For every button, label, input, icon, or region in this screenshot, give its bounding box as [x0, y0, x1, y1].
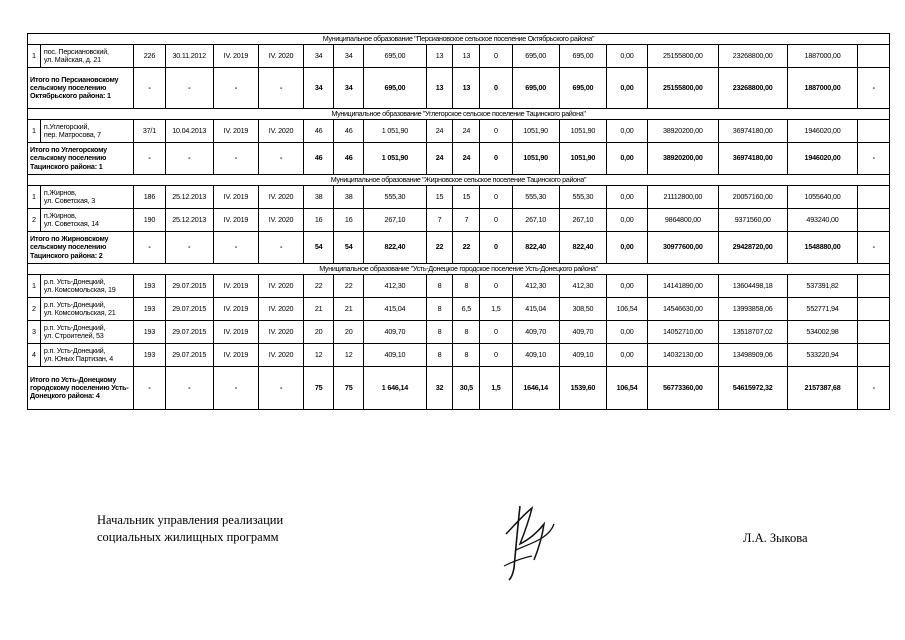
row-number: 1	[28, 120, 41, 143]
total-cell: -	[213, 68, 258, 109]
table-cell: 695,00	[559, 45, 606, 68]
table-cell: 14032130,00	[647, 344, 718, 367]
total-cell: 1548880,00	[787, 232, 858, 264]
table-cell: 193	[134, 344, 165, 367]
table-cell: 12	[304, 344, 334, 367]
table-cell: 14546630,00	[647, 298, 718, 321]
section-total-row	[28, 232, 890, 264]
section-header-row	[28, 109, 890, 120]
table-cell: 37/1	[134, 120, 165, 143]
table-cell: 409,70	[559, 321, 606, 344]
table-cell: 14052710,00	[647, 321, 718, 344]
table-cell: 30.11.2012	[165, 45, 213, 68]
section-header-row	[28, 264, 890, 275]
total-cell: 0	[480, 143, 512, 175]
table-cell: 36974180,00	[718, 120, 787, 143]
row-number: 3	[28, 321, 41, 344]
address-line1: п.Жирнов,	[43, 210, 77, 220]
table-cell: 46	[334, 120, 364, 143]
table-cell: IV. 2019	[213, 321, 258, 344]
table-cell: 6,5	[453, 298, 480, 321]
total-cell: 34	[304, 68, 334, 109]
table-cell: IV. 2020	[258, 186, 303, 209]
total-cell: 13	[426, 68, 453, 109]
table-cell: 1051,90	[559, 120, 606, 143]
table-cell: 8	[453, 344, 480, 367]
section-title: Муниципальное образование "Персиановское сельское поселение Октябрьского района"	[28, 34, 890, 45]
table-cell: 20	[334, 321, 364, 344]
table-cell: 21	[334, 298, 364, 321]
total-cell: 56773360,00	[647, 367, 718, 410]
total-cell: 29428720,00	[718, 232, 787, 264]
address-line2: ул. Майская, д. 21	[43, 55, 101, 64]
table-cell: 0	[480, 186, 512, 209]
table-cell: 0	[480, 120, 512, 143]
table-cell: 20057160,00	[718, 186, 787, 209]
table-cell: 0	[480, 344, 512, 367]
table-cell: 24	[426, 120, 453, 143]
total-cell: -	[213, 367, 258, 410]
table-cell: 13	[426, 45, 453, 68]
table-cell: 415,04	[364, 298, 426, 321]
total-cell: 0	[480, 232, 512, 264]
table-cell: 0	[480, 209, 512, 232]
table-cell: IV. 2020	[258, 275, 303, 298]
table-cell: IV. 2020	[258, 120, 303, 143]
address-line1: пос. Персиановский,	[43, 46, 109, 56]
table-cell: 21	[304, 298, 334, 321]
table-cell: 12	[334, 344, 364, 367]
section-total-row	[28, 143, 890, 175]
total-cell: 32	[426, 367, 453, 410]
section-total-row	[28, 68, 890, 109]
table-cell: 412,30	[364, 275, 426, 298]
table-cell: 7	[453, 209, 480, 232]
table-cell: 193	[134, 275, 165, 298]
total-cell: -	[213, 232, 258, 264]
row-number: 1	[28, 45, 41, 68]
row-number: 2	[28, 298, 41, 321]
total-cell: 1051,90	[512, 143, 559, 175]
total-cell: 24	[426, 143, 453, 175]
address-cell	[40, 321, 133, 344]
total-cell: 2157387,68	[787, 367, 858, 410]
table-cell: 8	[426, 298, 453, 321]
table-cell: 106,54	[607, 298, 648, 321]
address-line1: р.п. Усть-Донецкий,	[43, 345, 106, 355]
section-header-row	[28, 34, 890, 45]
handwritten-signature	[498, 494, 560, 586]
table-cell: IV. 2019	[213, 209, 258, 232]
row-number: 4	[28, 344, 41, 367]
total-label: Итого по Углегорскому сельскому поселению Тацинского района: 1	[28, 143, 134, 175]
address-line1: р.п. Усть-Донецкий,	[43, 276, 106, 286]
total-cell: -	[134, 367, 165, 410]
total-cell: -	[258, 232, 303, 264]
total-label: Итого по Жирновскому сельскому поселению Тацинского района: 2	[28, 232, 134, 264]
address-cell	[40, 275, 133, 298]
table-cell: 9371560,00	[718, 209, 787, 232]
total-label: Итого по Усть-Донецкому городскому поселению Усть-Донецкого района: 4	[28, 367, 134, 410]
table-row	[28, 45, 890, 68]
total-cell: 22	[426, 232, 453, 264]
signatory-name: Л.А. Зыкова	[743, 531, 808, 545]
table-cell: 29.07.2015	[165, 321, 213, 344]
table-cell: 29.07.2015	[165, 344, 213, 367]
table-cell	[858, 298, 890, 321]
table-cell: IV. 2020	[258, 321, 303, 344]
table-cell: 493240,00	[787, 209, 858, 232]
total-cell: 1051,90	[559, 143, 606, 175]
table-cell: 34	[304, 45, 334, 68]
table-cell: IV. 2019	[213, 344, 258, 367]
table-cell: 38	[334, 186, 364, 209]
table-cell: 0,00	[607, 275, 648, 298]
table-cell: 0,00	[607, 186, 648, 209]
table-cell: 15	[426, 186, 453, 209]
total-cell: 1 646,14	[364, 367, 426, 410]
table-cell: 25.12.2013	[165, 186, 213, 209]
row-number: 1	[28, 186, 41, 209]
table-cell: 38	[304, 186, 334, 209]
section-title: Муниципальное образование "Усть-Донецкое городское поселение Усть-Донецкого района"	[28, 264, 890, 275]
table-cell: 0,00	[607, 344, 648, 367]
table-cell: 186	[134, 186, 165, 209]
total-cell: -	[858, 367, 890, 410]
table-cell	[858, 186, 890, 209]
address-line1: п.Углегорский,	[43, 121, 90, 131]
table-cell: 555,30	[364, 186, 426, 209]
total-cell: -	[858, 232, 890, 264]
address-line2: ул. Советская, 14	[43, 219, 99, 228]
total-cell: 0,00	[607, 68, 648, 109]
table-cell: 25.12.2013	[165, 209, 213, 232]
total-cell: 30,5	[453, 367, 480, 410]
table-cell: 409,10	[364, 344, 426, 367]
table-row	[28, 298, 890, 321]
total-cell: 30977600,00	[647, 232, 718, 264]
total-cell: -	[165, 68, 213, 109]
total-cell: 54	[334, 232, 364, 264]
total-cell: 1887000,00	[787, 68, 858, 109]
table-cell: 34	[334, 45, 364, 68]
section-total-row	[28, 367, 890, 410]
address-line1: р.п. Усть-Донецкий,	[43, 322, 106, 332]
table-cell: 38920200,00	[647, 120, 718, 143]
table-cell: 20	[304, 321, 334, 344]
table-cell: 412,30	[559, 275, 606, 298]
address-line2: ул. Советская, 3	[43, 196, 95, 205]
table-cell: 267,10	[364, 209, 426, 232]
table-cell	[858, 275, 890, 298]
table-cell: 1 051,90	[364, 120, 426, 143]
total-cell: 24	[453, 143, 480, 175]
row-number: 2	[28, 209, 41, 232]
total-cell: 1539,60	[559, 367, 606, 410]
table-cell: 10.04.2013	[165, 120, 213, 143]
table-cell: 13993858,06	[718, 298, 787, 321]
table-cell	[858, 120, 890, 143]
total-cell: 1946020,00	[787, 143, 858, 175]
table-cell: IV. 2019	[213, 298, 258, 321]
table-cell: 8	[453, 321, 480, 344]
table-cell: 308,50	[559, 298, 606, 321]
table-cell: IV. 2019	[213, 120, 258, 143]
address-line2: пер. Матросова, 7	[43, 130, 101, 139]
table-cell: 16	[334, 209, 364, 232]
address-line1: п.Жирнов,	[43, 187, 77, 197]
address-cell	[40, 298, 133, 321]
table-cell: 16	[304, 209, 334, 232]
table-cell: 24	[453, 120, 480, 143]
table-cell: 8	[426, 275, 453, 298]
table-cell: 555,30	[559, 186, 606, 209]
signatory-position-line1: Начальник управления реализации	[97, 513, 284, 527]
total-cell: 75	[334, 367, 364, 410]
table-cell: 0	[480, 321, 512, 344]
total-cell: 822,40	[559, 232, 606, 264]
table-cell: 23268800,00	[718, 45, 787, 68]
table-row	[28, 209, 890, 232]
register-sheet	[27, 33, 890, 410]
table-cell	[858, 45, 890, 68]
total-cell: 25155800,00	[647, 68, 718, 109]
section-title: Муниципальное образование "Жирновское сельское поселение Тацинского района"	[28, 175, 890, 186]
total-cell: -	[258, 367, 303, 410]
address-cell	[40, 45, 133, 68]
table-cell: 409,10	[559, 344, 606, 367]
table-cell: IV. 2019	[213, 275, 258, 298]
table-cell: 1887000,00	[787, 45, 858, 68]
address-cell	[40, 209, 133, 232]
table-row	[28, 120, 890, 143]
address-cell	[40, 186, 133, 209]
table-cell: 537391,82	[787, 275, 858, 298]
table-cell: 13604498,18	[718, 275, 787, 298]
total-cell: 822,40	[364, 232, 426, 264]
table-cell: 412,30	[512, 275, 559, 298]
table-cell: 190	[134, 209, 165, 232]
table-cell: 0	[480, 45, 512, 68]
signatory-position	[97, 512, 283, 546]
total-cell: 38920200,00	[647, 143, 718, 175]
address-line2: ул. Комсомольская, 21	[43, 308, 116, 317]
address-line1: р.п. Усть-Донецкий,	[43, 299, 106, 309]
total-cell: -	[858, 143, 890, 175]
table-cell: 0,00	[607, 45, 648, 68]
total-cell: 822,40	[512, 232, 559, 264]
table-cell	[858, 321, 890, 344]
table-cell: 22	[334, 275, 364, 298]
table-cell: 552771,94	[787, 298, 858, 321]
total-cell: 695,00	[512, 68, 559, 109]
total-cell: 54	[304, 232, 334, 264]
table-cell: 0	[480, 275, 512, 298]
table-row	[28, 275, 890, 298]
total-cell: 106,54	[607, 367, 648, 410]
table-cell: 7	[426, 209, 453, 232]
signatory-position-line2: социальных жилищных программ	[97, 530, 279, 544]
total-cell: -	[213, 143, 258, 175]
total-cell: -	[858, 68, 890, 109]
section-title: Муниципальное образование "Углегорское сельское поселение Тацинского района"	[28, 109, 890, 120]
table-cell: 409,70	[364, 321, 426, 344]
table-cell: 21112800,00	[647, 186, 718, 209]
total-cell: 1,5	[480, 367, 512, 410]
address-cell	[40, 120, 133, 143]
total-cell: -	[258, 68, 303, 109]
table-cell: 9864800,00	[647, 209, 718, 232]
total-cell: 695,00	[559, 68, 606, 109]
total-cell: -	[134, 232, 165, 264]
table-cell: 193	[134, 298, 165, 321]
total-cell: 0,00	[607, 232, 648, 264]
table-cell: 1946020,00	[787, 120, 858, 143]
total-cell: 34	[334, 68, 364, 109]
table-cell: IV. 2019	[213, 45, 258, 68]
total-cell: -	[165, 232, 213, 264]
table-row	[28, 321, 890, 344]
table-cell: 415,04	[512, 298, 559, 321]
total-cell: 23268800,00	[718, 68, 787, 109]
table-cell: 22	[304, 275, 334, 298]
table-cell: 1055640,00	[787, 186, 858, 209]
address-line2: ул. Юных Партизан, 4	[43, 354, 114, 363]
table-row	[28, 344, 890, 367]
table-cell: 409,10	[512, 344, 559, 367]
address-line2: ул. Строителей, 53	[43, 331, 104, 340]
table-cell: 8	[453, 275, 480, 298]
total-cell: 22	[453, 232, 480, 264]
table-cell: 409,70	[512, 321, 559, 344]
total-cell: 36974180,00	[718, 143, 787, 175]
table-cell: 267,10	[559, 209, 606, 232]
table-cell: 0,00	[607, 120, 648, 143]
table-cell: 226	[134, 45, 165, 68]
table-cell: IV. 2019	[213, 186, 258, 209]
table-cell: 25155800,00	[647, 45, 718, 68]
total-cell: 54615972,32	[718, 367, 787, 410]
table-cell: 8	[426, 321, 453, 344]
total-cell: -	[134, 143, 165, 175]
table-cell: 14141890,00	[647, 275, 718, 298]
total-cell: 0,00	[607, 143, 648, 175]
total-cell: 13	[453, 68, 480, 109]
total-cell: -	[258, 143, 303, 175]
section-header-row	[28, 175, 890, 186]
total-cell: 46	[304, 143, 334, 175]
total-cell: -	[165, 143, 213, 175]
total-cell: 1646,14	[512, 367, 559, 410]
table-cell: 534002,98	[787, 321, 858, 344]
total-cell: 1 051,90	[364, 143, 426, 175]
total-cell: 46	[334, 143, 364, 175]
total-cell: -	[165, 367, 213, 410]
total-cell: 695,00	[364, 68, 426, 109]
table-cell: 555,30	[512, 186, 559, 209]
table-cell: 13	[453, 45, 480, 68]
table-cell: 15	[453, 186, 480, 209]
table-cell: 267,10	[512, 209, 559, 232]
table-cell: IV. 2020	[258, 209, 303, 232]
row-number: 1	[28, 275, 41, 298]
table-cell: 695,00	[364, 45, 426, 68]
table-cell: 193	[134, 321, 165, 344]
table-row	[28, 186, 890, 209]
address-cell	[40, 344, 133, 367]
table-cell	[858, 344, 890, 367]
table-cell: IV. 2020	[258, 45, 303, 68]
table-cell: IV. 2020	[258, 298, 303, 321]
table-cell: 533220,94	[787, 344, 858, 367]
table-cell: 8	[426, 344, 453, 367]
table-cell: 29.07.2015	[165, 298, 213, 321]
table-cell: 0,00	[607, 321, 648, 344]
table-cell: 1051,90	[512, 120, 559, 143]
table-cell: 1,5	[480, 298, 512, 321]
table-cell: 29.07.2015	[165, 275, 213, 298]
table-cell: 13518707,02	[718, 321, 787, 344]
total-cell: 0	[480, 68, 512, 109]
total-cell: 75	[304, 367, 334, 410]
address-line2: ул. Комсомольская, 19	[43, 285, 116, 294]
housing-register-table	[27, 33, 890, 410]
table-cell	[858, 209, 890, 232]
total-label: Итого по Персиановскому сельскому поселению Октябрьского района: 1	[28, 68, 134, 109]
table-cell: 695,00	[512, 45, 559, 68]
table-cell: 13498909,06	[718, 344, 787, 367]
table-cell: 0,00	[607, 209, 648, 232]
table-cell: 46	[304, 120, 334, 143]
total-cell: -	[134, 68, 165, 109]
table-cell: IV. 2020	[258, 344, 303, 367]
